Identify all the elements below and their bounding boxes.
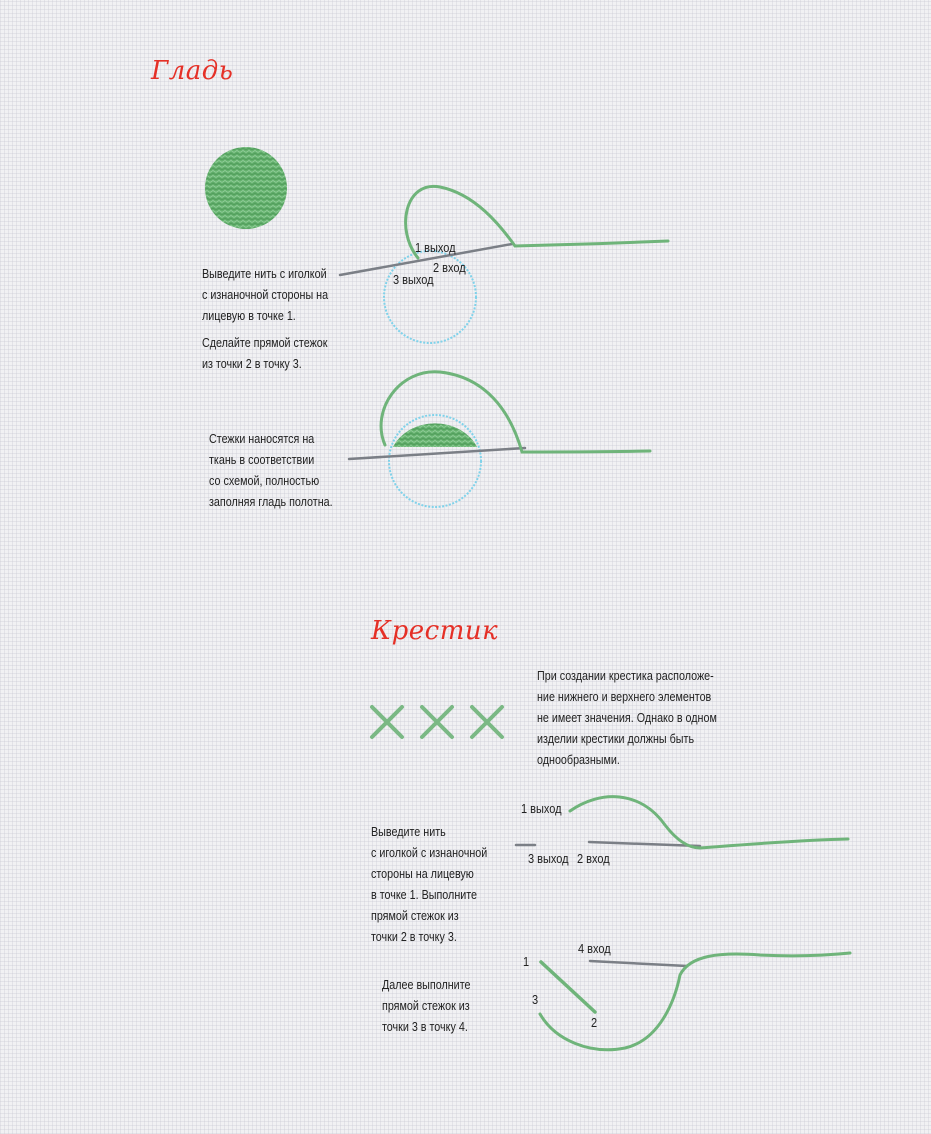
cross-sample-1 xyxy=(372,707,402,737)
cross-note-line-5: однообразными. xyxy=(537,753,620,767)
satin-step2-line-2: ткань в соответствии xyxy=(209,453,315,467)
cross-step1-text xyxy=(371,822,487,948)
cross-step2-thread xyxy=(540,953,850,1050)
cross-note-line-3: не имеет значения. Однако в одном xyxy=(537,711,717,725)
cross-note-text xyxy=(537,666,717,771)
cross-note-line-2: ние нижнего и верхнего элементов xyxy=(537,690,712,704)
cross-step1-line-2: с иголкой с изнаночной xyxy=(371,846,488,860)
satin-sample-dot xyxy=(205,147,287,229)
satin-step1-line-5: из точки 2 в точку 3. xyxy=(202,357,302,371)
cross-step2-line-1: Далее выполните xyxy=(382,978,471,992)
cross-sample-2 xyxy=(422,707,452,737)
satin-step2-line-4: заполняя гладь полотна. xyxy=(209,495,333,509)
satin-title: Гладь xyxy=(151,56,234,86)
satin-label-p1: 1 выход xyxy=(415,241,456,255)
cross-step1-line-3: стороны на лицевую xyxy=(371,867,474,881)
satin-step2-needle xyxy=(349,448,525,459)
cross-step1-line-4: в точке 1. Выполните xyxy=(371,888,478,902)
cross-step1-thread xyxy=(570,797,848,848)
cross-note-line-4: изделии крестики должны быть xyxy=(537,732,695,746)
satin-step2-line-3: со схемой, полностью xyxy=(209,474,320,488)
satin-step2-line-1: Стежки наносятся на xyxy=(209,432,315,446)
cross-label-n2: 2 xyxy=(591,1016,598,1030)
cross-step2-diagonal-stitch xyxy=(541,962,595,1012)
cross-step1-line-5: прямой стежок из xyxy=(371,909,459,923)
cross-samples xyxy=(372,707,502,737)
cross-label-p3: 3 выход xyxy=(528,852,569,866)
cross-step2-line-2: прямой стежок из xyxy=(382,999,470,1013)
cross-step1-line-6: точки 2 в точку 3. xyxy=(371,930,457,944)
cross-title: Крестик xyxy=(371,616,499,646)
satin-step1-line-4: Сделайте прямой стежок xyxy=(202,336,328,350)
cross-label-p1: 1 выход xyxy=(521,802,562,816)
cross-step1-needle xyxy=(516,842,700,846)
cross-note-line-1: При создании крестика расположе- xyxy=(537,669,714,683)
satin-step1-line-1: Выведите нить с иголкой xyxy=(202,267,327,281)
cross-label-p2: 2 вход xyxy=(577,852,610,866)
satin-step1-line-3: лицевую в точке 1. xyxy=(202,309,296,323)
cross-label-n3: 3 xyxy=(532,993,539,1007)
satin-label-p3: 3 выход xyxy=(393,273,434,287)
satin-label-p2: 2 вход xyxy=(433,261,466,275)
cross-step1-line-1: Выведите нить xyxy=(371,825,446,839)
satin-step2-text xyxy=(209,429,333,513)
cross-label-n1: 1 xyxy=(523,955,530,969)
cross-label-p4: 4 вход xyxy=(578,942,611,956)
cross-step2-needle xyxy=(590,961,687,966)
cross-sample-3 xyxy=(472,707,502,737)
satin-step1-line-2: с изнаночной стороны на xyxy=(202,288,329,302)
cross-step2-line-3: точки 3 в точку 4. xyxy=(382,1020,468,1034)
satin-step1-text xyxy=(202,264,328,375)
cross-step2-text xyxy=(382,975,470,1038)
